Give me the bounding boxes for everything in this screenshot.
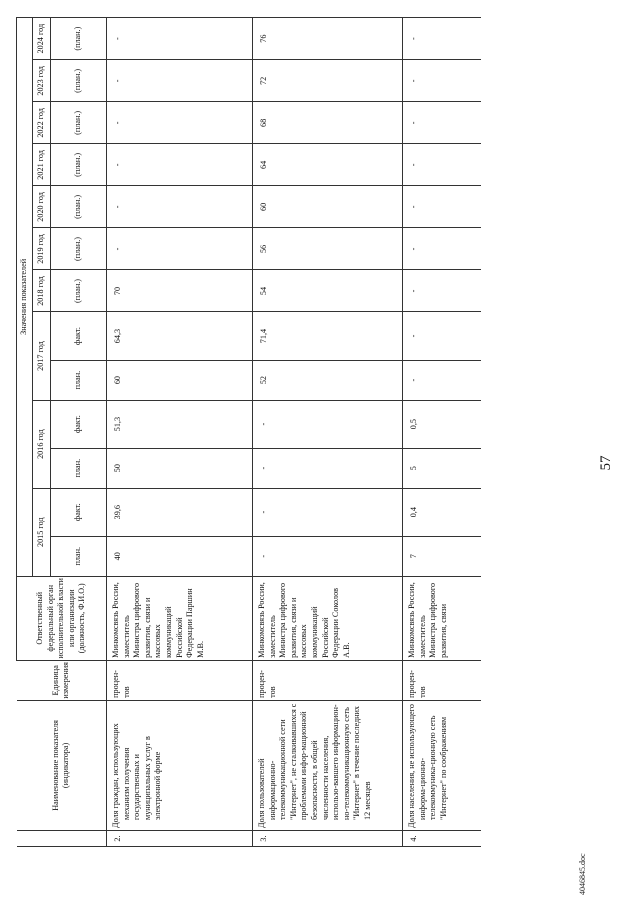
- value-cell: 40: [107, 536, 253, 576]
- value-cell: 68: [253, 102, 403, 144]
- value-cell: -: [403, 144, 481, 186]
- row-num: 3.: [253, 830, 403, 846]
- header-plan: (план.): [51, 60, 107, 102]
- value-cell: -: [107, 144, 253, 186]
- indicators-table: [16, 17, 481, 847]
- value-cell: -: [107, 102, 253, 144]
- table-row: [107, 18, 253, 847]
- value-cell: 64: [253, 144, 403, 186]
- value-cell: 56: [253, 228, 403, 270]
- header-plan: (план.): [51, 186, 107, 228]
- header-plan: план.: [51, 360, 107, 400]
- value-cell: -: [403, 360, 481, 400]
- unit-cell: процен-тов: [253, 660, 403, 700]
- footer-doc-name: 4046845.doc: [578, 853, 587, 895]
- header-plan: план.: [51, 536, 107, 576]
- indicator-name: Доля населения, не использующего информа-ционно-телекоммуника-ционную сеть "Интернет" по соображениям: [403, 700, 481, 830]
- header-plan: план.: [51, 448, 107, 488]
- header-unit: Единица измерения: [17, 660, 107, 700]
- row-num: 2.: [107, 830, 253, 846]
- value-cell: 72: [253, 60, 403, 102]
- header-year-2021: 2021 год: [33, 144, 51, 186]
- value-cell: 39,6: [107, 488, 253, 536]
- header-fact: факт.: [51, 400, 107, 448]
- header-year-2020: 2020 год: [33, 186, 51, 228]
- value-cell: -: [403, 270, 481, 312]
- header-fact: факт.: [51, 312, 107, 360]
- table-row: [403, 18, 481, 847]
- indicator-name: Доля пользователей информационно-телекоммуникационной сети "Интернет", не сталкивавшихся с проблемами инфор-мационной безопасности, в общей численности населения, использо-вавшего информацион-но-телекоммуникационную сеть "Интернет" в течение последних 12 месяцев: [253, 700, 403, 830]
- indicator-name: Доля граждан, использующих механизм получения государственных и муниципальных услуг в электронной форме: [107, 700, 253, 830]
- value-cell: -: [253, 448, 403, 488]
- value-cell: 7: [403, 536, 481, 576]
- header-plan: (план.): [51, 144, 107, 186]
- value-cell: 54: [253, 270, 403, 312]
- value-cell: 0,4: [403, 488, 481, 536]
- unit-cell: процен-тов: [403, 660, 481, 700]
- header-num: [17, 830, 107, 846]
- value-cell: -: [403, 312, 481, 360]
- value-cell: -: [403, 228, 481, 270]
- header-plan: (план.): [51, 102, 107, 144]
- responsible-org: Минкомсвязь России, заместитель Министра цифрового развития, связи и массовых коммуникаций Российской Федерации Паршин М.В.: [107, 576, 253, 660]
- header-year-2024: 2024 год: [33, 18, 51, 60]
- value-cell: -: [253, 536, 403, 576]
- header-plan: (план.): [51, 270, 107, 312]
- value-cell: -: [107, 60, 253, 102]
- value-cell: -: [403, 186, 481, 228]
- header-year-2022: 2022 год: [33, 102, 51, 144]
- header-values-group: Значения показателей: [17, 18, 33, 577]
- header-row-1: [17, 18, 33, 847]
- value-cell: 60: [107, 360, 253, 400]
- header-plan: (план.): [51, 18, 107, 60]
- value-cell: -: [403, 18, 481, 60]
- header-year-2015: 2015 год: [33, 488, 51, 576]
- value-cell: 50: [107, 448, 253, 488]
- value-cell: 70: [107, 270, 253, 312]
- value-cell: -: [403, 102, 481, 144]
- header-year-2017: 2017 год: [33, 312, 51, 400]
- value-cell: -: [253, 488, 403, 536]
- value-cell: 52: [253, 360, 403, 400]
- responsible-org: Минкомсвязь России, заместитель Министра цифрового развития, связи: [403, 576, 481, 660]
- header-year-2019: 2019 год: [33, 228, 51, 270]
- value-cell: 76: [253, 18, 403, 60]
- unit-cell: процен-тов: [107, 660, 253, 700]
- row-num: 4.: [403, 830, 481, 846]
- page-number: 57: [598, 455, 614, 471]
- value-cell: -: [253, 400, 403, 448]
- header-fact: факт.: [51, 488, 107, 536]
- value-cell: 60: [253, 186, 403, 228]
- responsible-org: Минкомсвязь России, заместитель Министра цифрового развития, связи и массовых коммуникаций Российской Федерации Соколов А.В.: [253, 576, 403, 660]
- value-cell: -: [107, 228, 253, 270]
- value-cell: -: [403, 60, 481, 102]
- value-cell: 64,3: [107, 312, 253, 360]
- value-cell: 0,5: [403, 400, 481, 448]
- value-cell: 51,3: [107, 400, 253, 448]
- table-row: [253, 18, 403, 847]
- header-plan: (план.): [51, 228, 107, 270]
- header-year-2023: 2023 год: [33, 60, 51, 102]
- value-cell: -: [107, 18, 253, 60]
- header-responsible: Ответственный федеральный орган исполнительной власти или организации (должность, Ф.И.О.): [17, 576, 107, 660]
- header-year-2018: 2018 год: [33, 270, 51, 312]
- header-year-2016: 2016 год: [33, 400, 51, 488]
- header-indicator-name: Наименование показателя (индикатора): [17, 700, 107, 830]
- value-cell: -: [107, 186, 253, 228]
- value-cell: 71,4: [253, 312, 403, 360]
- value-cell: 5: [403, 448, 481, 488]
